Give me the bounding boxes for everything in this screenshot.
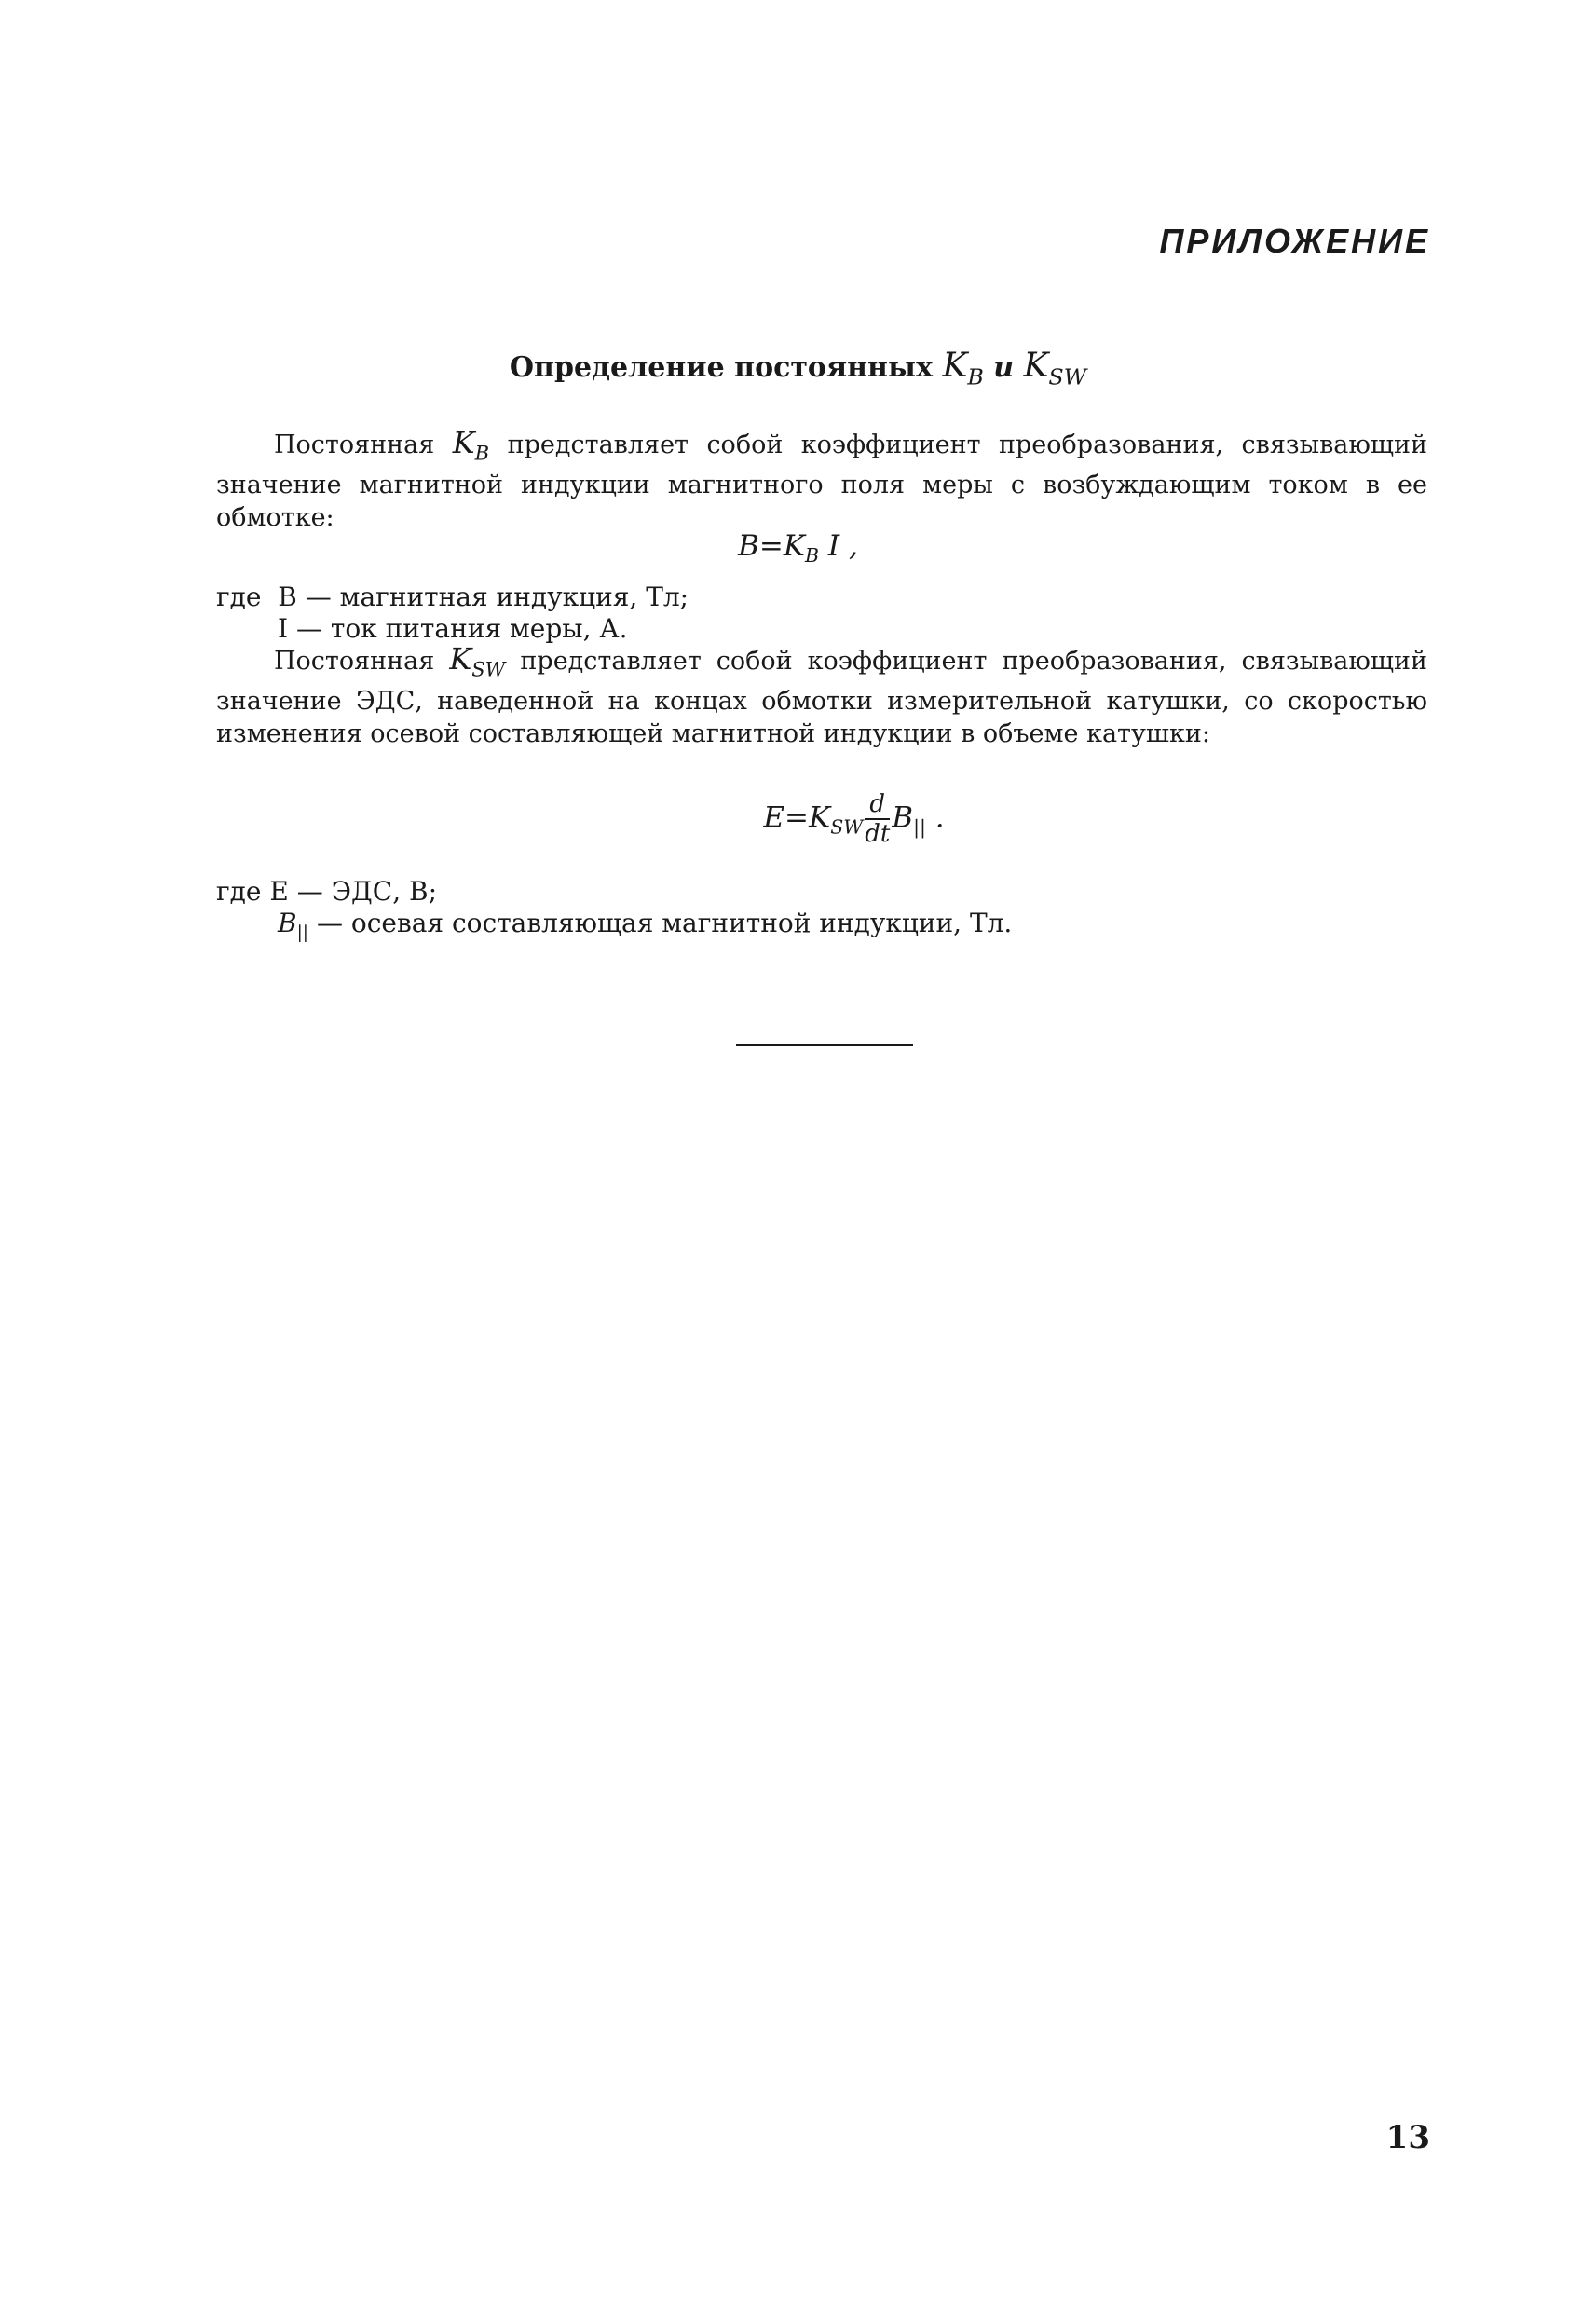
paragraph-kb-start: Постоянная xyxy=(274,431,435,459)
formula-ksw: $E=K_{SW}$ $\frac{d}{dt}$ $B_{||}$ . xyxy=(763,790,945,848)
title-prefix: Определение постоянных xyxy=(509,351,933,384)
b-definition: B — магнитная индукция, Тл; xyxy=(278,581,689,612)
ksw-symbol: $K_{SW}$ xyxy=(449,641,506,681)
paragraph-ksw-text: представляет собой коэффициент преобразования, связывающий значение ЭДС, наведенной на концах обмотки измерительной катушки, со скоростью изменения осевой составляющей магнитной индукции в объеме катушки: xyxy=(216,647,1428,749)
title-conjunction: и xyxy=(993,351,1015,384)
title-symbol-ksw: $K_{SW}$ xyxy=(1023,347,1087,390)
definition-b-axial: $B_{||}$ — осевая составляющая магнитной индукции, Тл. xyxy=(278,908,1013,943)
paragraph-kb-text: представляет собой коэффициент преобразования, связывающий значение магнитной индукции магнитного поля меры с возбуждающим током в ее обмотке: xyxy=(216,431,1427,533)
kb-symbol: $K_B$ xyxy=(452,425,490,465)
derivative-fraction: $\frac{d}{dt}$ xyxy=(865,790,891,848)
paragraph-ksw-start: Постоянная xyxy=(274,647,435,676)
where-label: где xyxy=(216,581,262,612)
definition-b xyxy=(216,581,689,612)
paragraph-ksw xyxy=(216,643,1427,750)
page-number: 13 xyxy=(1385,2119,1430,2156)
definition-i: I — ток питания меры, А. xyxy=(278,613,628,644)
definition-e: где E — ЭДС, В; xyxy=(216,876,438,907)
title-symbol-kb: $K_B$ xyxy=(942,347,984,390)
closing-rule xyxy=(736,1044,913,1046)
formula-kb: $B=K_B$ I , xyxy=(738,529,858,567)
appendix-heading: ПРИЛОЖЕНИЕ xyxy=(1159,222,1430,260)
paragraph-kb xyxy=(216,427,1427,534)
section-title xyxy=(0,347,1596,390)
